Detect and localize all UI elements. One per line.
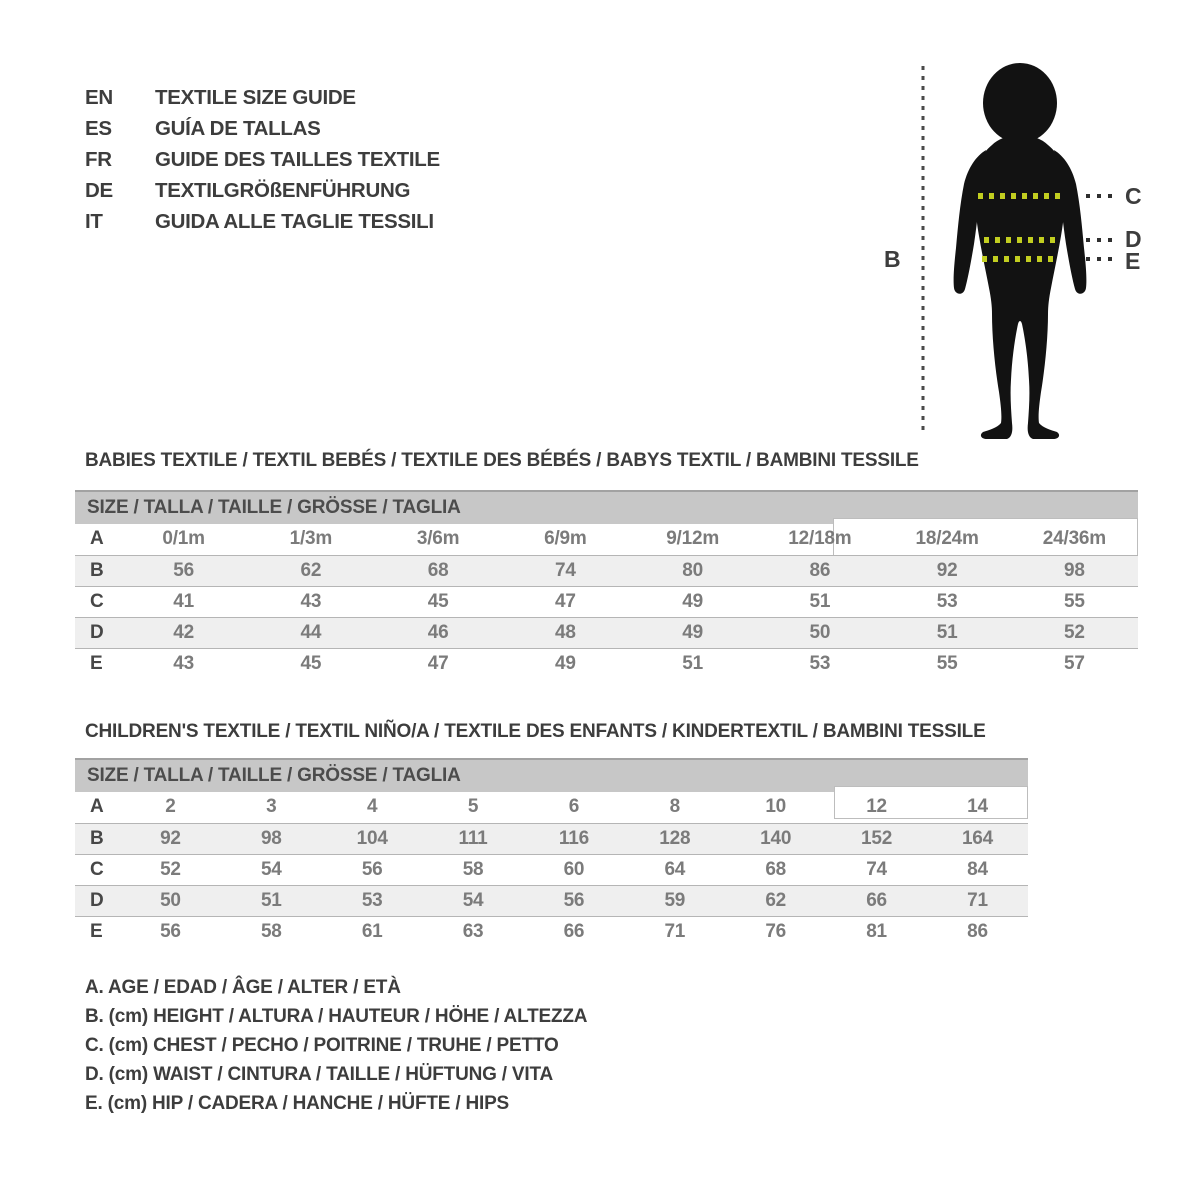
children-section-heading: CHILDREN'S TEXTILE / TEXTIL NIÑO/A / TEXTILE DES ENFANTS / KINDERTEXTIL / BAMBINI TESSILE [85,721,986,742]
size-cell: 71 [664,920,686,942]
size-row-B [75,823,1028,854]
size-cell: 61 [361,920,383,942]
size-cell: 8 [669,796,680,818]
size-cell: 53 [936,590,958,612]
size-row-B [75,555,1138,586]
row-label: B [75,555,120,586]
size-cell: 104 [322,823,423,854]
size-cell: 4 [367,796,378,818]
size-cell: 0/1m [162,528,205,550]
size-cell: 58 [260,920,282,942]
size-cell: 45 [300,652,322,674]
size-cell: 51 [884,617,1011,648]
size-cell: 12 [866,796,887,818]
legend-waist: D. (cm) WAIST / CINTURA / TAILLE / HÜFTUNG / VITA [85,1063,553,1085]
size-cell: 92 [120,823,221,854]
lang-row-es [85,113,440,144]
size-cell: 41 [173,590,194,612]
size-cell: 74 [502,555,629,586]
size-cell: 98 [1011,555,1138,586]
legend-height: B. (cm) HEIGHT / ALTURA / HAUTEUR / HÖHE / ALTEZZA [85,1005,588,1027]
size-cell: 86 [756,555,883,586]
size-cell: 62 [247,555,374,586]
size-cell: 48 [502,617,629,648]
size-cell: 12/18m [788,528,852,550]
children-table-header-band: SIZE / TALLA / TAILLE / GRÖSSE / TAGLIA [75,758,1028,792]
silhouette-torso-legs [975,135,1066,439]
row-label: E [90,652,103,674]
row-label: A [90,796,104,818]
size-cell: 56 [120,555,247,586]
size-cell: 64 [664,858,686,880]
size-cell: 42 [120,617,247,648]
row-label: D [75,617,120,648]
size-cell: 14 [967,796,988,818]
size-row-D [75,617,1138,648]
size-cell: 46 [375,617,502,648]
legend-hip: E. (cm) HIP / CADERA / HANCHE / HÜFTE / HIPS [85,1092,510,1114]
size-cell: 62 [725,885,826,916]
row-label: C [90,590,104,612]
size-cell: 71 [927,885,1028,916]
lang-row-it [85,206,440,237]
size-cell: 44 [247,617,374,648]
size-cell: 164 [927,823,1028,854]
babies-table-header-band: SIZE / TALLA / TAILLE / GRÖSSE / TAGLIA [75,490,1138,524]
size-cell: 45 [427,590,449,612]
size-cell: 3/6m [416,528,460,550]
size-cell: 152 [826,823,927,854]
size-cell: 59 [624,885,725,916]
legend-age: A. AGE / EDAD / ÂGE / ALTER / ETÀ [85,976,401,998]
lang-title: TEXTILGRÖßENFÜHRUNG [155,178,411,202]
size-cell: 60 [563,858,585,880]
size-cell: 80 [629,555,756,586]
lang-code: FR [85,147,112,171]
row-label: A [90,528,104,550]
size-row-E [75,648,1138,679]
measurement-legend [85,973,587,1118]
figure-label-chest: C [1125,183,1142,209]
size-cell: 68 [765,858,787,880]
size-cell: 2 [165,796,176,818]
size-cell: 55 [1064,590,1085,612]
size-cell: 47 [555,590,576,612]
size-cell: 66 [826,885,927,916]
size-cell: 6 [568,796,580,818]
figure-label-waist: D [1125,226,1142,252]
lang-title: TEXTILE SIZE GUIDE [155,85,356,109]
size-cell: 55 [936,652,958,674]
size-cell: 51 [682,652,703,674]
size-cell: 51 [221,885,322,916]
size-cell: 98 [221,823,322,854]
size-cell: 43 [300,590,322,612]
row-label: B [75,823,120,854]
size-cell: 18/24m [915,528,979,550]
language-title-block [85,82,440,237]
size-cell: 116 [524,823,625,854]
size-cell: 92 [884,555,1011,586]
size-row-C [75,854,1028,885]
size-cell: 51 [809,590,831,612]
size-cell: 63 [462,920,484,942]
figure-label-height: B [884,246,901,272]
lang-title: GUIDE DES TAILLES TEXTILE [155,147,440,171]
size-cell: 1/3m [289,528,333,550]
size-cell: 68 [375,555,502,586]
size-cell: 52 [1011,617,1138,648]
figure-label-hip: E [1125,248,1141,274]
lang-code: DE [85,178,113,202]
size-cell: 54 [423,885,524,916]
size-cell: 57 [1064,652,1085,674]
size-cell: 50 [756,617,883,648]
size-row-E [75,916,1028,947]
lang-title: GUÍA DE TALLAS [155,116,321,140]
lang-code: ES [85,116,112,140]
size-cell: 10 [765,796,787,818]
size-cell: 56 [160,920,181,942]
babies-size-table [75,490,1138,679]
row-label: E [90,920,103,942]
lang-row-de [85,175,440,206]
size-cell: 53 [809,652,831,674]
child-silhouette [954,63,1087,439]
size-cell: 47 [427,652,449,674]
babies-section-heading: BABIES TEXTILE / TEXTIL BEBÉS / TEXTILE DES BÉBÉS / BABYS TEXTIL / BAMBINI TESSILE [85,450,919,471]
size-cell: 66 [563,920,585,942]
lang-row-fr [85,144,440,175]
size-cell: 54 [260,858,282,880]
size-cell: 56 [524,885,625,916]
row-label: C [90,858,104,880]
size-cell: 140 [725,823,826,854]
lang-code: EN [85,85,113,109]
babies-table-grid [75,524,1138,679]
size-row-D [75,885,1028,916]
size-cell: 76 [765,920,787,942]
size-cell: 111 [423,823,524,854]
size-cell: 6/9m [544,528,587,550]
lang-title: GUIDA ALLE TAGLIE TESSILI [155,209,434,233]
children-size-table [75,758,1028,947]
children-table-grid [75,792,1028,947]
lang-code: IT [85,209,103,233]
size-cell: 74 [866,858,887,880]
size-cell: 49 [629,617,756,648]
size-cell: 50 [120,885,221,916]
size-cell: 49 [682,590,703,612]
size-cell: 5 [467,796,479,818]
lang-row-en [85,82,440,113]
size-cell: 52 [160,858,181,880]
size-cell: 58 [462,858,484,880]
size-row-C [75,586,1138,617]
legend-chest: C. (cm) CHEST / PECHO / POITRINE / TRUHE / PETTO [85,1034,559,1056]
size-cell: 53 [322,885,423,916]
size-cell: 81 [866,920,887,942]
size-cell: 49 [555,652,576,674]
size-cell: 128 [624,823,725,854]
size-cell: 24/36m [1042,528,1106,550]
size-cell: 84 [967,858,988,880]
size-cell: 3 [266,796,277,818]
size-cell: 86 [967,920,988,942]
child-silhouette-figure [848,40,1188,450]
size-cell: 43 [173,652,194,674]
size-cell: 9/12m [666,528,720,550]
size-row-A [75,792,1028,823]
size-cell: 56 [361,858,383,880]
row-label: D [75,885,120,916]
size-row-A [75,524,1138,555]
